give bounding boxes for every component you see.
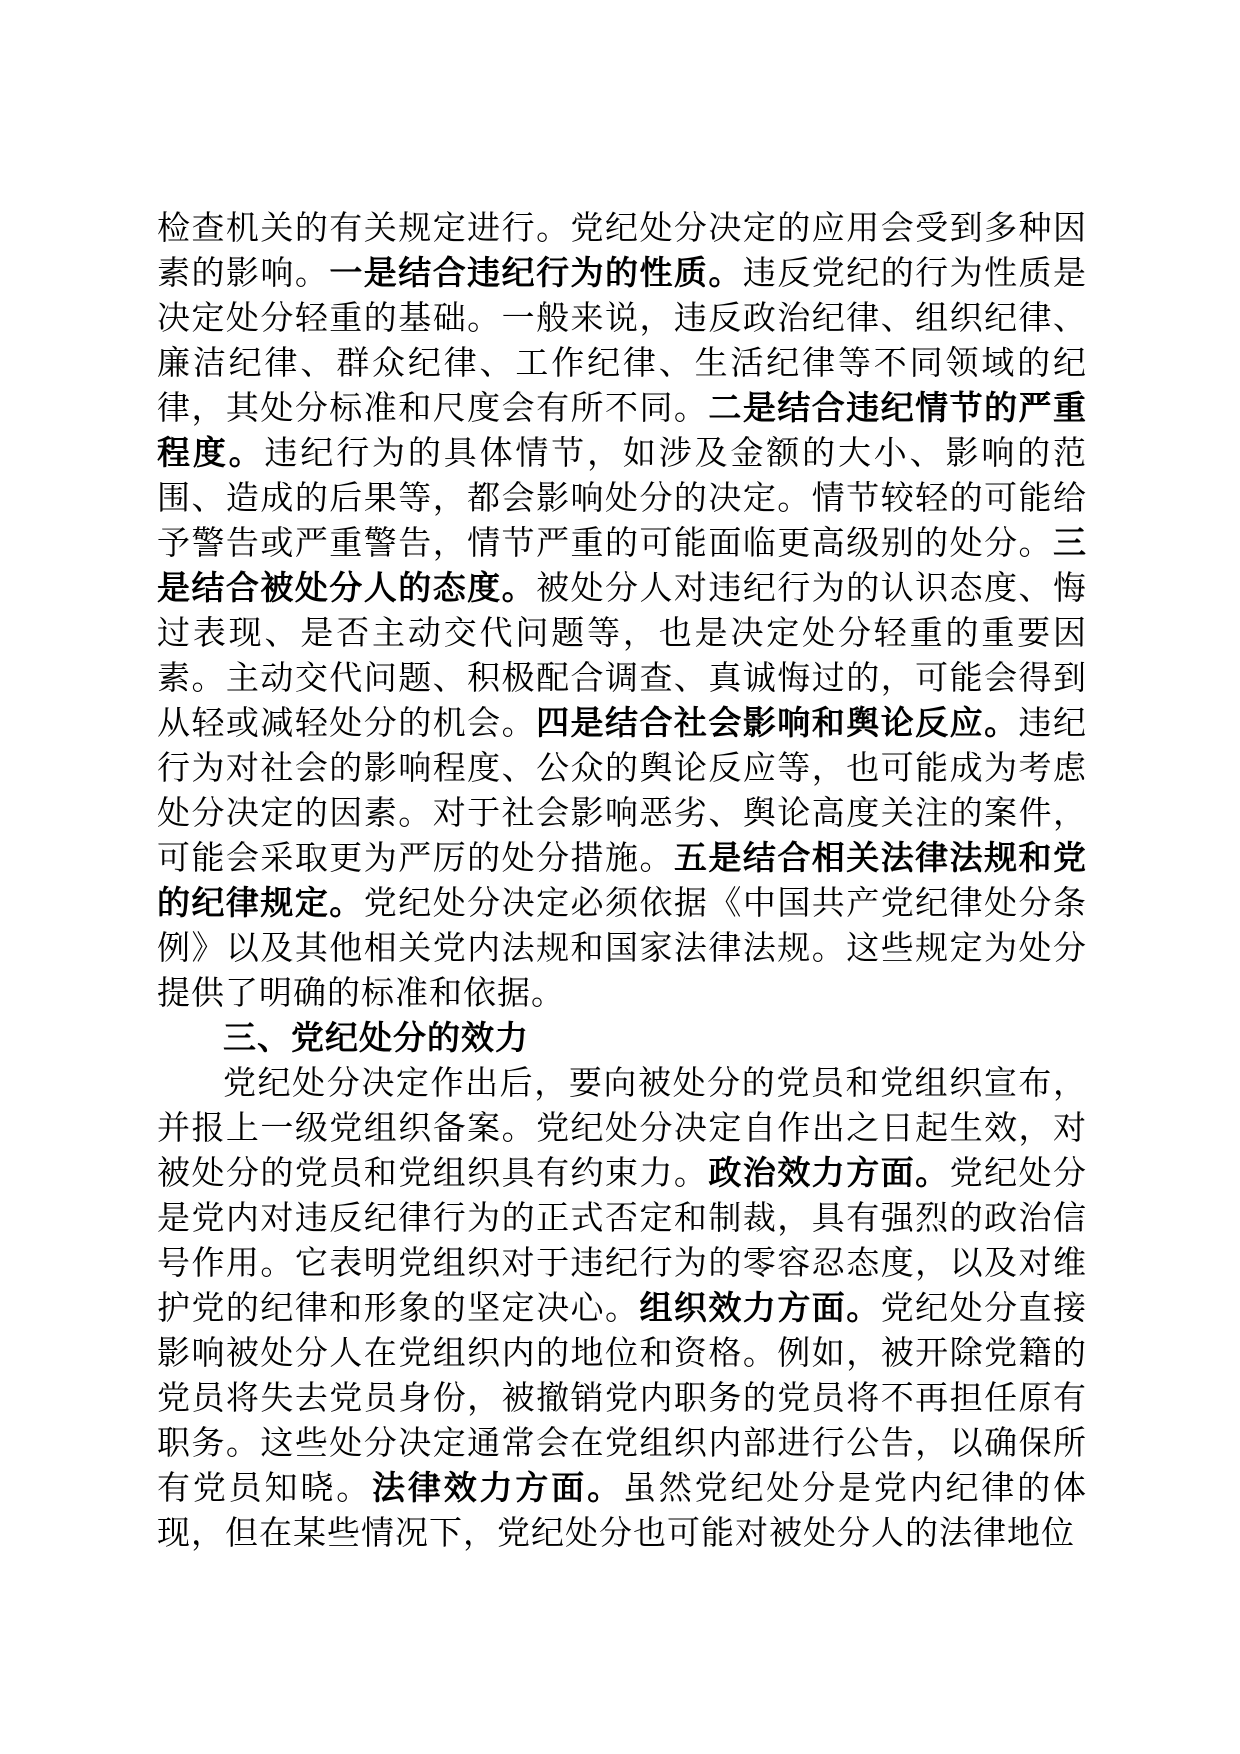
bold-run-legal-effect: 法律效力方面。 [372, 1468, 623, 1507]
text-run: 虽然党纪处分是党内纪律的体现，但在某些情况下，党纪处分也可能对被处分人的法律地位 [157, 1468, 1088, 1552]
text-run: 党纪处分决定必须依据《中国共产党纪律处分条例》以及其他相关党内法规和国家法律法规。这些规定为处分提供了明确的标准和依据。 [157, 883, 1088, 1012]
section-heading: 三、党纪处分的效力 [223, 1018, 529, 1057]
text-run: 党纪处分直接影响被处分人在党组织内的地位和资格。例如，被开除党籍的党员将失去党员身份，被撤销党内职务的党员将不再担任原有职务。这些处分决定通常会在党组织内部进行公告，以确保所有党员知晓。 [157, 1288, 1088, 1507]
text-run: 违反党纪的行为性质是决定处分轻重的基础。一般来说，违反政治纪律、组织纪律、廉洁纪律、群众纪律、工作纪律、生活纪律等不同领域的纪律，其处分标准和尺度会有所不同。 [157, 253, 1088, 427]
bold-run-point-2: 二是结合违纪情节的严重程度。 [157, 388, 1088, 472]
text-run: 党纪处分决定作出后，要向被处分的党员和党组织宣布，并报上一级党组织备案。党纪处分决定自作出之日起生效，对被处分的党员和党组织具有约束力。 [157, 1063, 1087, 1192]
bold-run-point-4: 四是结合社会影响和舆论反应。 [536, 703, 1019, 742]
document-body [157, 205, 1087, 1555]
text-run: 被处分人对违纪行为的认识态度、悔过表现、是否主动交代问题等，也是决定处分轻重的重要因素。主动交代问题、积极配合调查、真诚悔过的，可能会得到从轻或减轻处分的机会。 [157, 568, 1088, 742]
text-run: 党纪处分是党内对违反纪律行为的正式否定和制裁，具有强烈的政治信号作用。它表明党组织对于违纪行为的零容忍态度，以及对维护党的纪律和形象的坚定决心。 [157, 1153, 1088, 1327]
paragraph-discipline-factors [157, 205, 1087, 1015]
bold-run-political-effect: 政治效力方面。 [708, 1153, 950, 1192]
bold-run-point-3: 三是结合被处分人的态度。 [157, 523, 1087, 607]
paragraph-discipline-effect [157, 1060, 1087, 1555]
bold-run-point-1: 一是结合违纪行为的性质。 [329, 253, 743, 292]
text-run: 违纪行为的具体情节，如涉及金额的大小、影响的范围、造成的后果等，都会影响处分的决定。情节较轻的可能给予警告或严重警告，情节严重的可能面临更高级别的处分。 [157, 433, 1088, 562]
bold-run-point-5: 五是结合相关法律法规和党的纪律规定。 [157, 838, 1088, 922]
text-run: 违纪行为对社会的影响程度、公众的舆论反应等，也可能成为考虑处分决定的因素。对于社会影响恶劣、舆论高度关注的案件，可能会采取更为严厉的处分措施。 [157, 703, 1088, 877]
text-run: 检查机关的有关规定进行。党纪处分决定的应用会受到多种因素的影响。 [157, 208, 1087, 292]
bold-run-organizational-effect: 组织效力方面。 [639, 1288, 881, 1327]
